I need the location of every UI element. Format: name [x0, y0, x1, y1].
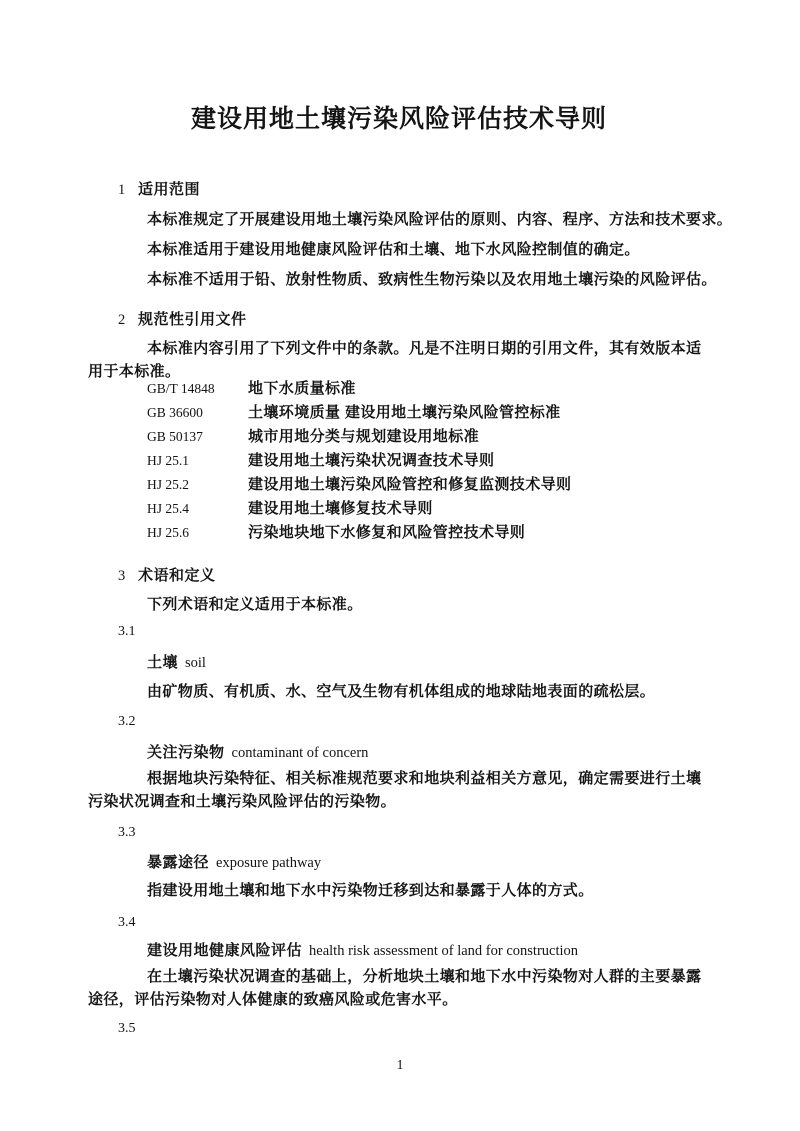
reference-code: GB 36600	[147, 405, 203, 420]
document-title: 建设用地土壤污染风险评估技术导则	[190, 105, 607, 133]
reference-item	[88, 377, 710, 401]
reference-title: 建设用地土壤污染风险管控和修复监测技术导则	[248, 476, 572, 493]
term-english: contaminant of concern	[231, 745, 369, 761]
term-title-line	[88, 652, 710, 674]
section-2-number: 2	[118, 312, 126, 328]
section-1-paragraph: 本标准不适用于铅、放射性物质、致病性生物污染以及农用地土壤污染的风险评估。	[147, 271, 717, 288]
page-content	[88, 0, 733, 1039]
term-definition: 指建设用地土壤和地下水中污染物迁移到达和暴露于人体的方式。	[147, 882, 594, 899]
normative-reference-list	[88, 377, 710, 545]
reference-title: 土壤环境质量 建设用地土壤污染风险管控标准	[248, 404, 561, 421]
term-definition: 根据地块污染特征、相关标准规范要求和地块利益相关方意见，确定需要进行土壤污染状况调查和土壤污染风险评估的污染物。	[88, 770, 702, 810]
section-3-heading	[88, 565, 710, 587]
reference-code: GB/T 14848	[147, 381, 215, 396]
section-1-paragraph: 本标准规定了开展建设用地土壤污染风险评估的原则、内容、程序、方法和技术要求。	[147, 211, 733, 228]
term-number: 3.2	[118, 714, 136, 729]
term-chinese: 关注污染物	[147, 744, 225, 761]
reference-code: HJ 25.6	[147, 525, 190, 540]
reference-item	[88, 497, 710, 521]
section-1-heading	[88, 179, 710, 201]
term-chinese: 土壤	[147, 654, 179, 671]
section-1-number: 1	[118, 182, 126, 198]
reference-code: HJ 25.1	[147, 453, 190, 468]
term-title-line	[88, 852, 710, 874]
section-3-intro: 下列术语和定义适用于本标准。	[147, 596, 363, 613]
reference-item	[88, 521, 710, 545]
section-1-title: 适用范围	[138, 181, 201, 198]
section-3-title: 术语和定义	[138, 567, 216, 584]
term-title-line	[88, 940, 710, 962]
reference-title: 污染地块地下水修复和风险管控技术导则	[248, 524, 526, 541]
section-3-number: 3	[118, 568, 126, 584]
reference-title: 城市用地分类与规划建设用地标准	[248, 428, 480, 445]
section-2-title: 规范性引用文件	[138, 311, 247, 328]
term-chinese: 建设用地健康风险评估	[147, 942, 303, 959]
reference-item	[88, 473, 710, 497]
term-english: exposure pathway	[216, 855, 322, 871]
reference-title: 建设用地土壤污染状况调查技术导则	[248, 452, 495, 469]
term-chinese: 暴露途径	[147, 854, 210, 871]
term-number: 3.4	[118, 915, 136, 930]
term-definition: 在土壤污染状况调查的基础上，分析地块土壤和地下水中污染物对人群的主要暴露途径，评估污染物对人体健康的致癌风险或危害水平。	[88, 968, 702, 1008]
section-1-paragraph: 本标准适用于建设用地健康风险评估和土壤、地下水风险控制值的确定。	[147, 241, 640, 258]
reference-item	[88, 449, 710, 473]
reference-code: HJ 25.2	[147, 477, 190, 492]
term-number: 3.3	[118, 825, 136, 840]
term-english: health risk assessment of land for construction	[309, 943, 579, 959]
reference-title: 建设用地土壤修复技术导则	[248, 500, 433, 517]
term-definition: 由矿物质、有机质、水、空气及生物有机体组成的地球陆地表面的疏松层。	[147, 683, 656, 700]
term-title-line	[88, 742, 710, 764]
reference-code: HJ 25.4	[147, 501, 190, 516]
term-number: 3.5	[118, 1021, 136, 1036]
reference-code: GB 50137	[147, 429, 203, 444]
section-2-heading	[88, 309, 710, 331]
page-number: 1	[396, 1058, 404, 1073]
reference-item	[88, 401, 710, 425]
section-2-intro: 本标准内容引用了下列文件中的条款。凡是不注明日期的引用文件，其有效版本适用于本标准。	[88, 340, 702, 380]
term-english: soil	[185, 655, 206, 671]
reference-title: 地下水质量标准	[248, 380, 356, 397]
term-number: 3.1	[118, 624, 136, 639]
reference-item	[88, 425, 710, 449]
